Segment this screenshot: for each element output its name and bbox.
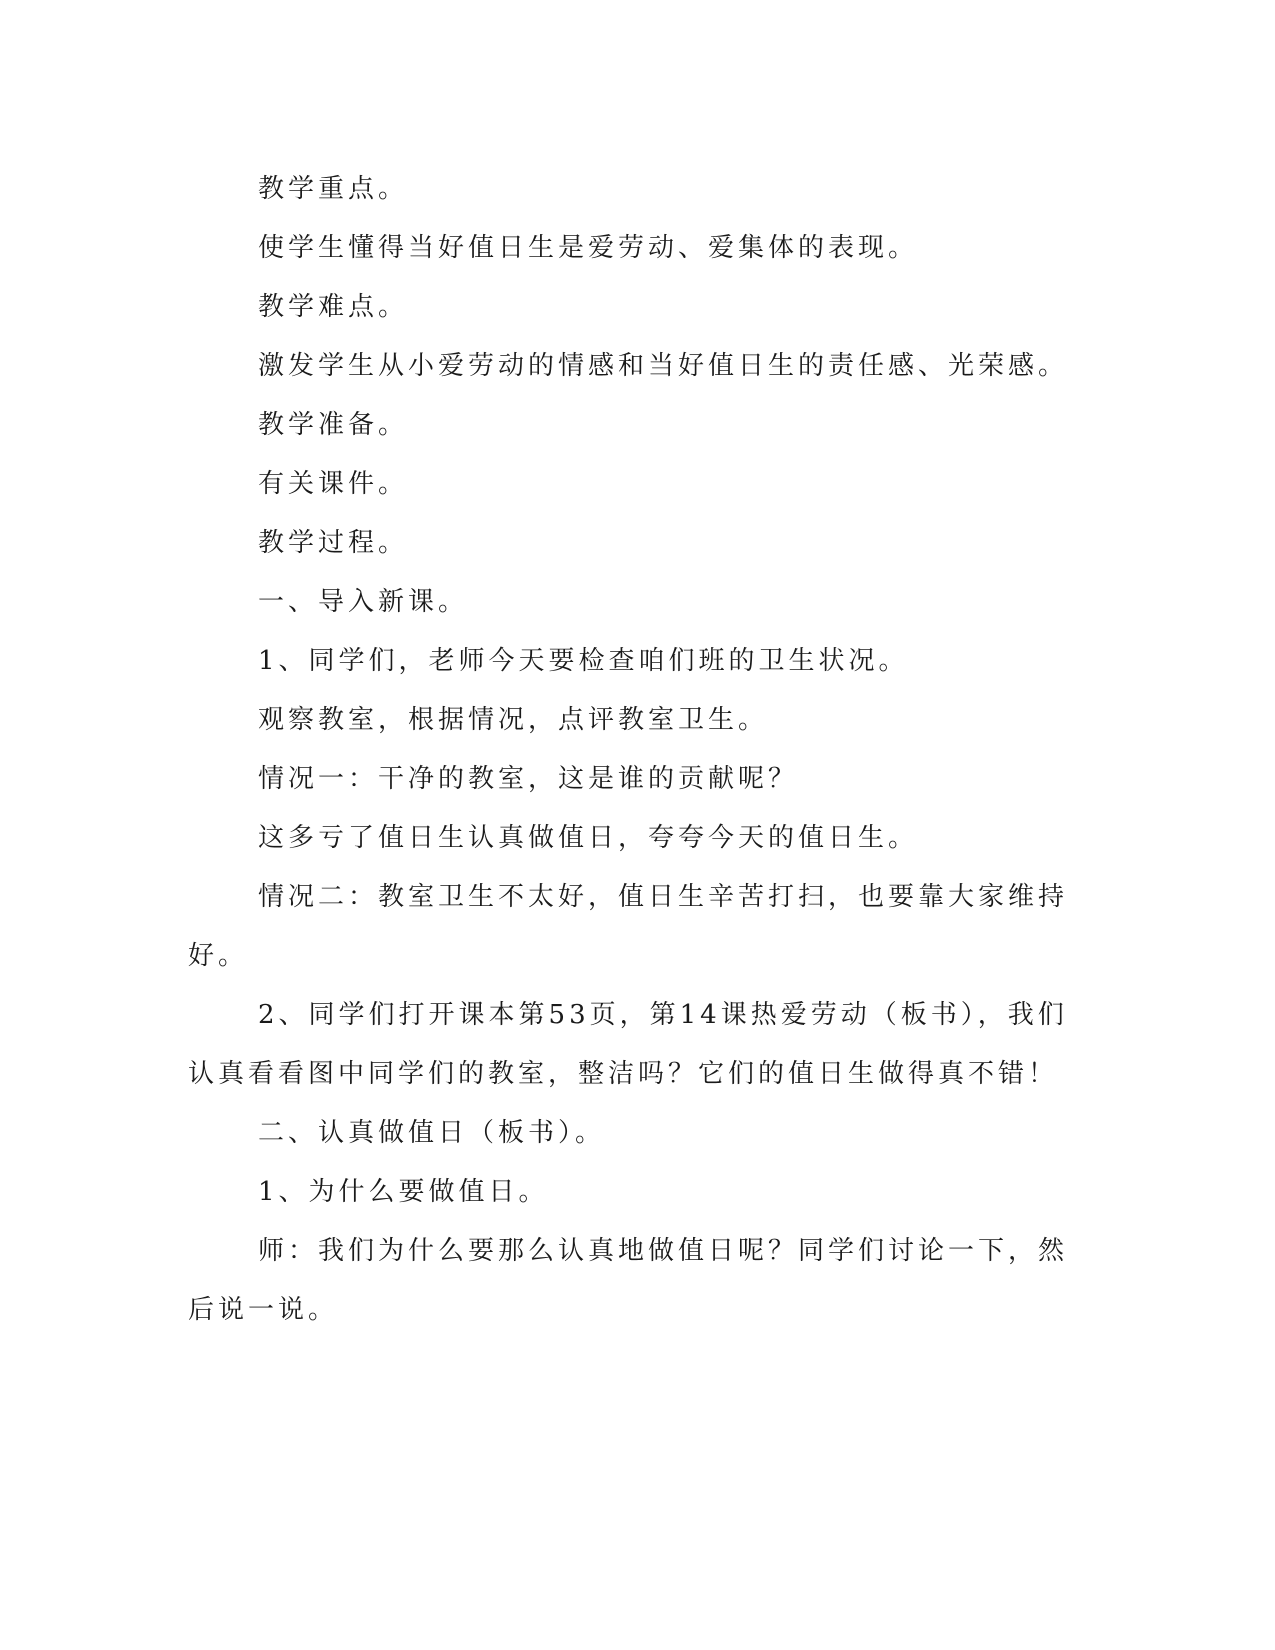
heading-teaching-focus: 教学重点。 — [258, 174, 409, 204]
paragraph: 2、同学们打开课本第53页，第14课热爱劳动（板书），我们认真看看图中同学们的教室，整洁吗？它们的值日生做得真不错！ — [188, 1000, 1068, 1089]
paragraph: 师：我们为什么要那么认真地做值日呢？同学们讨论一下，然后说一说。 — [188, 1236, 1069, 1325]
paragraph: 使学生懂得当好值日生是爱劳动、爱集体的表现。 — [258, 233, 919, 263]
paragraph: 情况一：干净的教室，这是谁的贡献呢？ — [258, 764, 799, 794]
paragraph: 情况二：教室卫生不太好，值日生辛苦打扫，也要靠大家维持好。 — [188, 882, 1069, 971]
heading-teaching-process: 教学过程。 — [258, 528, 409, 558]
section-heading: 一、导入新课。 — [258, 587, 469, 617]
paragraph: 这多亏了值日生认真做值日，夸夸今天的值日生。 — [258, 823, 919, 853]
paragraph: 有关课件。 — [258, 469, 409, 499]
paragraph: 1、为什么要做值日。 — [258, 1177, 549, 1207]
heading-teaching-preparation: 教学准备。 — [258, 410, 409, 440]
section-heading: 二、认真做值日（板书）。 — [258, 1118, 606, 1148]
paragraph: 激发学生从小爱劳动的情感和当好值日生的责任感、光荣感。 — [258, 351, 1069, 381]
paragraph: 1、同学们，老师今天要检查咱们班的卫生状况。 — [258, 646, 909, 676]
paragraph: 观察教室，根据情况，点评教室卫生。 — [258, 705, 769, 735]
heading-teaching-difficulty: 教学难点。 — [258, 292, 409, 322]
